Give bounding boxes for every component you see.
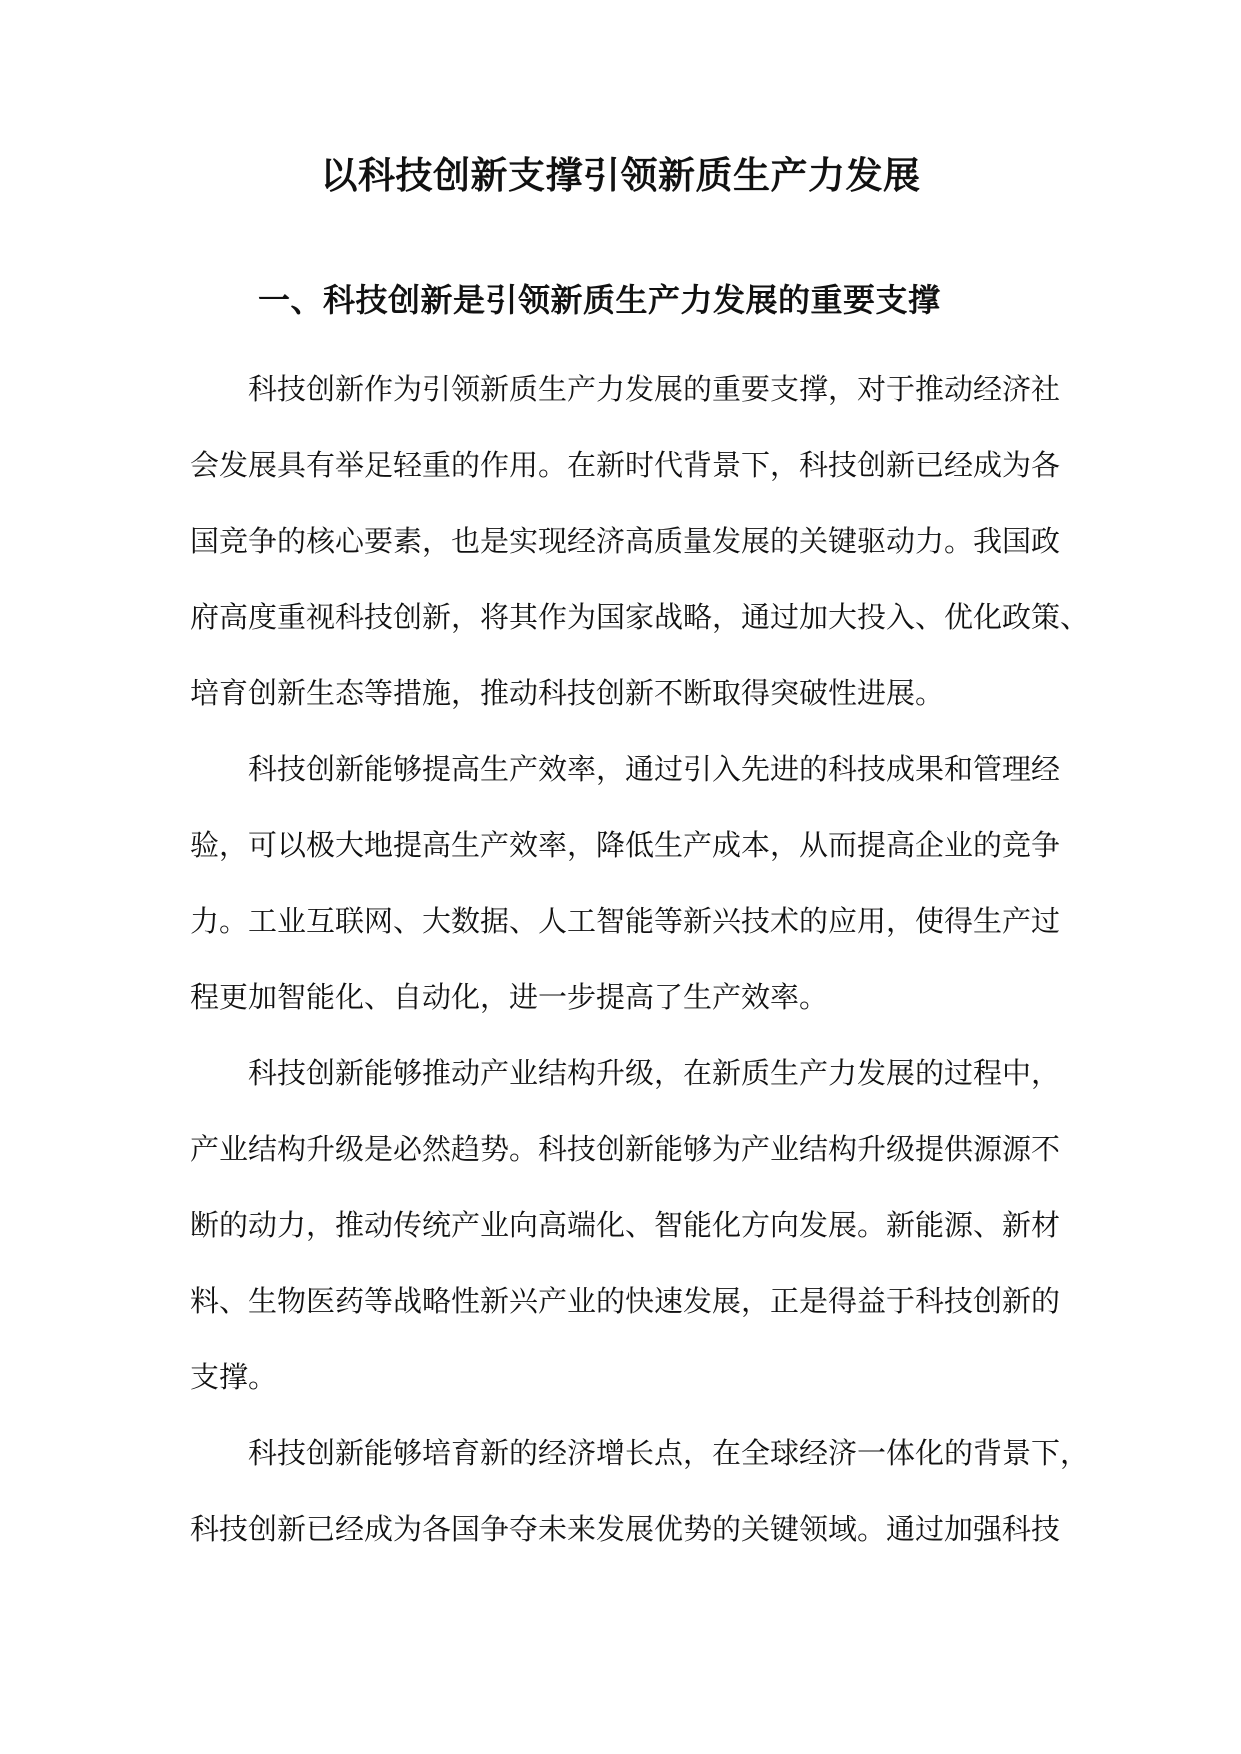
text-line: 产业结构升级是必然趋势。科技创新能够为产业结构升级提供源源不 — [190, 1132, 1061, 1166]
text-line: 国竞争的核心要素，也是实现经济高质量发展的关键驱动力。我国政 — [190, 524, 1061, 558]
text-line: 府高度重视科技创新，将其作为国家战略，通过加大投入、优化政策、 — [190, 600, 1090, 634]
paragraph-1 — [190, 365, 1090, 745]
text-line: 科技创新能够培育新的经济增长点，在全球经济一体化的背景下， — [248, 1436, 1090, 1470]
paragraph-3 — [190, 1049, 1060, 1429]
paragraph-2 — [190, 745, 1060, 1049]
text-line: 程更加智能化、自动化，进一步提高了生产效率。 — [190, 980, 829, 1014]
text-line: 培育创新生态等措施，推动科技创新不断取得突破性进展。 — [190, 676, 945, 710]
document-title: 以科技创新支撑引领新质生产力发展 — [320, 153, 921, 197]
text-line: 料、生物医药等战略性新兴产业的快速发展，正是得益于科技创新的 — [190, 1284, 1061, 1318]
body-text — [190, 365, 1090, 1581]
text-line: 断的动力，推动传统产业向高端化、智能化方向发展。新能源、新材 — [190, 1208, 1061, 1242]
text-line: 科技创新已经成为各国争夺未来发展优势的关键领域。通过加强科技 — [190, 1512, 1061, 1546]
text-line: 验，可以极大地提高生产效率，降低生产成本，从而提高企业的竞争 — [190, 828, 1061, 862]
text-line: 支撑。 — [190, 1360, 278, 1394]
text-line: 力。工业互联网、大数据、人工智能等新兴技术的应用，使得生产过 — [190, 904, 1061, 938]
text-line: 科技创新作为引领新质生产力发展的重要支撑，对于推动经济社 — [248, 372, 1061, 406]
paragraph-4 — [190, 1429, 1090, 1581]
text-line: 科技创新能够提高生产效率，通过引入先进的科技成果和管理经 — [248, 752, 1061, 786]
text-line: 会发展具有举足轻重的作用。在新时代背景下，科技创新已经成为各 — [190, 448, 1061, 482]
text-line: 科技创新能够推动产业结构升级，在新质生产力发展的过程中， — [248, 1056, 1061, 1090]
section-heading: 一、科技创新是引领新质生产力发展的重要支撑 — [258, 281, 941, 319]
